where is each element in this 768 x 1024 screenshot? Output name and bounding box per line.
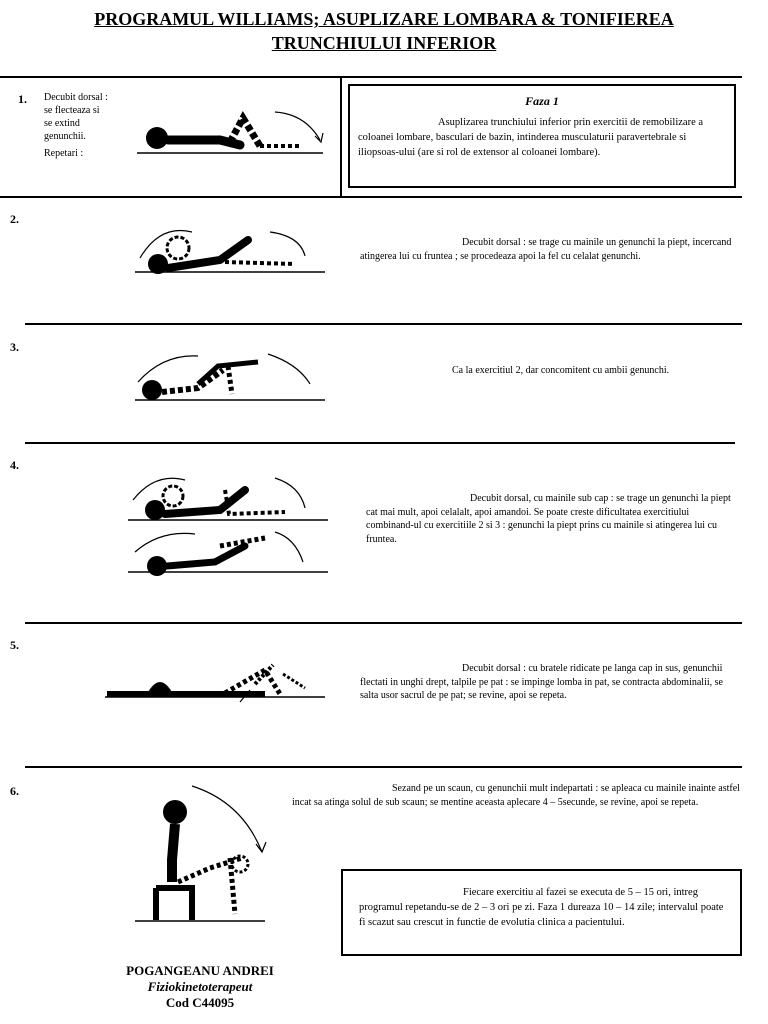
exercise-5-number: 5. [10, 638, 19, 652]
signature-code: Cod C44095 [165, 995, 235, 1010]
exercise-4-text: Decubit dorsal, cu mainile sub cap : se trage un genunchi la piept cat mai mult, apoi celalalt, apoi amandoi. Se poate creste dificultatea exercitiului combinand-ul cu exercitiile 2 si 3 : genunchi la piept prins cu mainile si atingerea lui cu fruntea. [366, 493, 731, 545]
exercise-1-description: Decubit dorsal : se flecteaza si se extind genunchii. Repetari : [44, 92, 108, 159]
page-title-line1: PROGRAMUL WILLIAMS; ASUPLIZARE LOMBARA & TONIFIEREA [94, 9, 674, 29]
signature [110, 963, 290, 1011]
divider [0, 76, 742, 78]
divider [25, 622, 742, 624]
note-box [341, 869, 742, 956]
divider [25, 766, 742, 768]
exercise-1-number: 1. [18, 92, 27, 106]
exercise-4-number: 4. [10, 458, 19, 472]
exercise-6-illustration [130, 782, 280, 927]
exercise-3-illustration [128, 348, 328, 408]
exercise-2-number: 2. [10, 212, 19, 226]
signature-role: Fiziokinetoterapeut [147, 979, 253, 994]
divider [25, 442, 735, 444]
exercise-2-illustration [130, 222, 330, 282]
exercise-6-text: Sezand pe un scaun, cu genunchii mult indepartati : se apleaca cu mainile inainte astfel incat sa atinga solul de sub scaun; se mentine aceasta aplecare 4 – 5secunde, se revine, apoi se repeta. [292, 783, 740, 808]
exercise-3-number: 3. [10, 340, 19, 354]
exercise-5-text: Decubit dorsal : cu bratele ridicate pe langa cap in sus, genunchii flectati in unghi drept, talpile pe pat : se impinge lomba in pat, se contracta abdominalii, se salta usor sacrul de pe pat; se revine, apoi se repeta. [360, 663, 723, 701]
exercise-3-text: Ca la exercitiul 2, dar concomitent cu ambii genunchi. [452, 365, 670, 376]
exercise-5-illustration [105, 660, 330, 710]
page-title-line2: TRUNCHIULUI INFERIOR [271, 33, 497, 53]
exercise-2-text: Decubit dorsal : se trage cu mainile un genunchi la piept, incercand atingerea lui cu fruntea ; se procedeaza apoi la fel cu celalat genunchi. [360, 237, 732, 262]
signature-name: POGANGEANU ANDREI [126, 963, 274, 978]
exercise-4-illustration [125, 472, 330, 582]
divider [25, 323, 742, 325]
exercise-1-illustration [135, 100, 335, 160]
phase-heading: Faza 1 [525, 94, 559, 108]
divider-vertical [340, 76, 342, 198]
phase-box [348, 84, 736, 188]
divider [0, 196, 742, 198]
phase-text: Asuplizarea trunchiului inferior prin exercitii de remobilizare a coloanei lombare, basculari de bazin, intinderea musculaturii paravertebrale si iliopsoas-ului (are si rol de extensor al coloanei lombare). [358, 117, 704, 158]
exercise-6-number: 6. [10, 784, 19, 798]
note-text: Fiecare exercitiu al fazei se executa de 5 – 15 ori, intreg programul repetandu-se de 2 – 3 ori pe zi. Faza 1 dureaza 10 – 14 zile; intervalul poate fi scazut sau crescut in functie de evolutia clinica a pacientului. [359, 887, 724, 928]
